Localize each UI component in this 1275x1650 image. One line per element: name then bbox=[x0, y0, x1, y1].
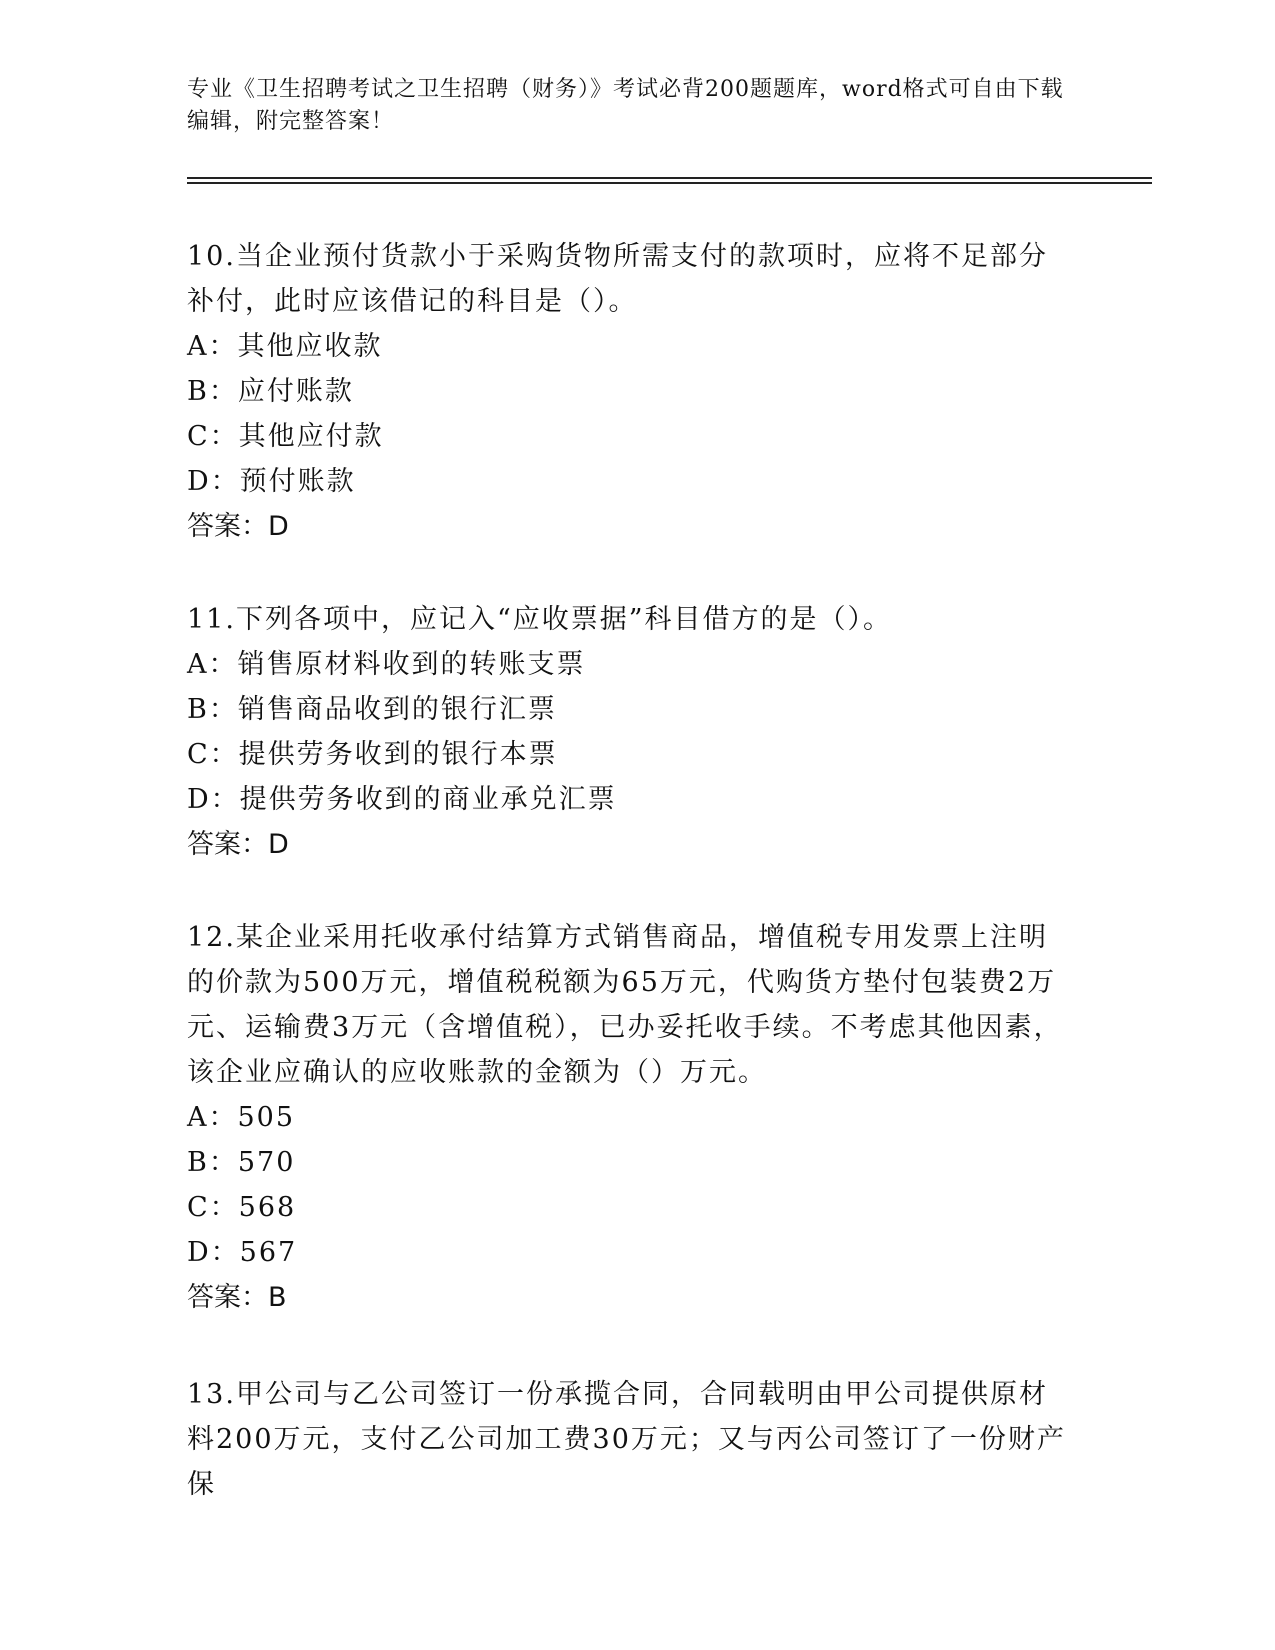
question-text: 12.某企业采用托收承付结算方式销售商品，增值税专用发票上注明的价款为500万元，增值税税额为65万元，代购货方垫付包装费2万元、运输费3万元（含增值税），已办妥托收手续。不考虑其他因素，该企业应确认的应收账款的金额为（）万元。 bbox=[187, 922, 1063, 1088]
option-d: D：567 bbox=[187, 1237, 298, 1268]
question-10 bbox=[187, 234, 1067, 549]
question-text: 10.当企业预付货款小于采购货物所需支付的款项时，应将不足部分补付，此时应该借记的科目是（）。 bbox=[187, 241, 1048, 317]
option-d: D：预付账款 bbox=[187, 466, 356, 497]
option-b: B：应付账款 bbox=[187, 376, 354, 407]
option-c: C：其他应付款 bbox=[187, 421, 384, 452]
answer: 答案：D bbox=[187, 829, 289, 860]
header-divider-bottom bbox=[187, 182, 1152, 184]
question-11 bbox=[187, 597, 1067, 867]
option-a: A：505 bbox=[187, 1102, 296, 1133]
option-c: C：提供劳务收到的银行本票 bbox=[187, 739, 558, 770]
header-title: 专业《卫生招聘考试之卫生招聘（财务）》考试必背200题题库，word格式可自由下载编辑，附完整答案！ bbox=[187, 77, 1064, 134]
question-13 bbox=[187, 1372, 1067, 1507]
question-text: 13.甲公司与乙公司签订一份承揽合同，合同载明由甲公司提供原材料200万元，支付乙公司加工费30万元；又与丙公司签订了一份财产保 bbox=[187, 1379, 1066, 1500]
header-divider-top bbox=[187, 177, 1152, 179]
option-c: C：568 bbox=[187, 1192, 297, 1223]
option-a: A：其他应收款 bbox=[187, 331, 383, 362]
question-12 bbox=[187, 915, 1067, 1320]
question-text: 11.下列各项中，应记入“应收票据”科目借方的是（）。 bbox=[187, 604, 893, 635]
document-header bbox=[187, 74, 1067, 138]
option-d: D：提供劳务收到的商业承兑汇票 bbox=[187, 784, 617, 815]
answer: 答案：D bbox=[187, 511, 289, 542]
option-a: A：销售原材料收到的转账支票 bbox=[187, 649, 586, 680]
answer: 答案：B bbox=[187, 1282, 287, 1313]
option-b: B：570 bbox=[187, 1147, 296, 1178]
option-b: B：销售商品收到的银行汇票 bbox=[187, 694, 557, 725]
